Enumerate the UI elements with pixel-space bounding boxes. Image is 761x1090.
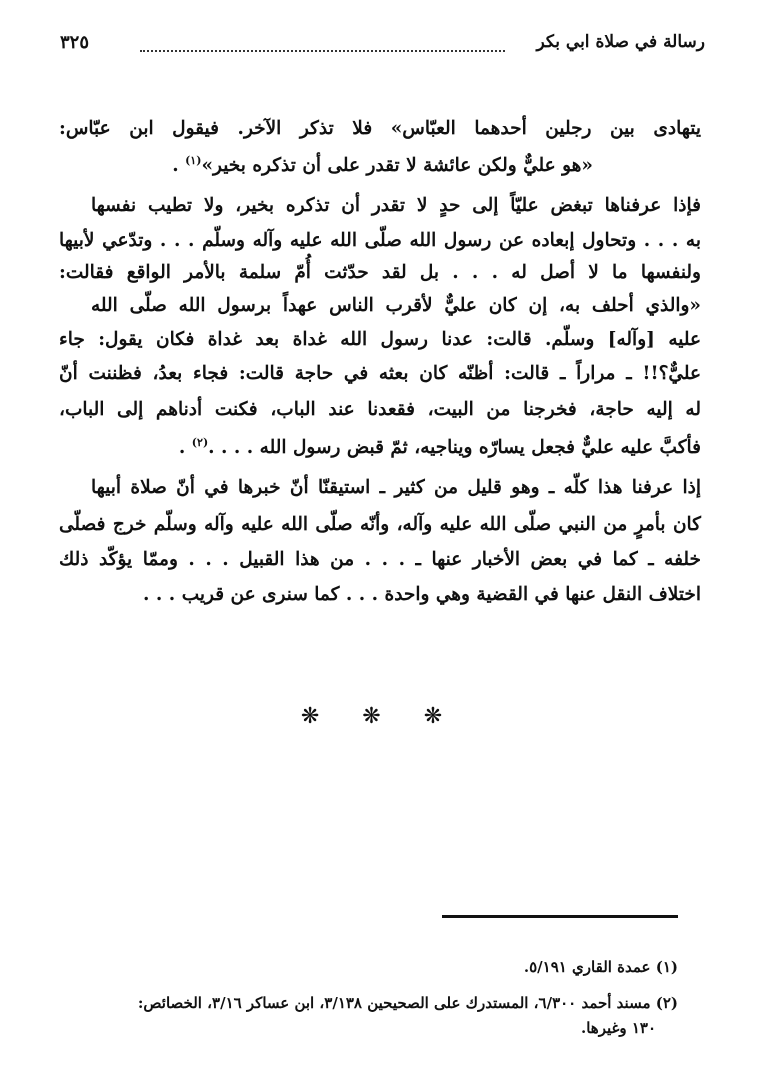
text-line: له إليه حاجة، فخرجنا من البيت، فقعدنا عند الباب، فكنت أدناهم إلى الباب، (59, 399, 701, 420)
text-line: يتهادى بين رجلين أحدهما العبّاس» فلا تذكر الآخر. فيقول ابن عبّاس: (59, 118, 701, 139)
footnote-2: (٢) مسند أحمد ٦/٣٠٠، المستدرك على الصحيحين ٣/١٣٨، ابن عساكر ٣/١٦، الخصائص: (137, 994, 678, 1012)
footnote-2-continuation: ١٣٠ وغيرها. (581, 1019, 656, 1037)
text-line: فإذا عرفناها تبغض عليّاً إلى حدٍ لا تقدر أن تذكره بخير، ولا تطيب نفسها (91, 195, 701, 216)
footnote-1: (١) عمدة القاري ٥/١٩١. (523, 958, 678, 976)
quote-text: «هو عليٌّ ولكن عائشة لا تقدر على أن تذكره بخير» (201, 155, 593, 177)
text-line: عليٌّ؟!! ـ مراراً ـ قالت: أظنّه كان بعثه في حاجة قالت: فجاء بعدُ، فظننت أنّ (59, 363, 701, 384)
text-line: إذا عرفنا هذا كلّه ـ وهو قليل من كثير ـ استيقنّا أنّ خبرها في أنّ صلاة أبيها (91, 477, 701, 498)
text-line: «والذي أحلف به، إن كان عليٌّ لأقرب الناس عهداً برسول الله صلّى الله (91, 295, 701, 316)
text-line: به . . . وتحاول إبعاده عن رسول الله صلّى الله عليه وآله وسلّم . . . وتدّعي لأبيها (59, 230, 701, 251)
header-leader-dots (140, 36, 505, 52)
text-line: «هو عليٌّ ولكن عائشة لا تقدر على أن تذكره بخير»$^{(١)}$ . (172, 154, 593, 177)
text-line: كان بأمرٍ من النبي صلّى الله عليه وآله، وأنّه صلّى الله عليه وآله وسلّم خرج فصلّى (59, 514, 701, 535)
footnote-rule (442, 915, 678, 918)
header-title: رسالة في صلاة ابي بكر (536, 32, 705, 52)
text-line: عليه [وآله] وسلّم. قالت: عدنا رسول الله غداة بعد غداة فكان يقول: جاء (59, 329, 701, 350)
text-line: فأكبَّ عليه عليٌّ فجعل يسارّه ويناجيه، ثمّ قبض رسول الله . . . .$^{(٢)}$ . (178, 436, 701, 459)
text-line: ولنفسها ما لا أصل له . . . بل لقد حدّثت أُمّ سلمة بالأمر الواقع فقالت: (59, 262, 701, 283)
quote-text: فأكبَّ عليه عليٌّ فجعل يسارّه ويناجيه، ثمّ قبض رسول الله . . . . (208, 437, 701, 459)
section-divider-stars: ❋ ❋ ❋ (300, 704, 461, 729)
running-header (60, 32, 705, 62)
footnote-ref: (٢) (191, 436, 209, 449)
text-line: اختلاف النقل عنها في القضية وهي واحدة . . . كما سنرى عن قريب . . . (143, 584, 701, 605)
footnote-ref: (١) (185, 154, 202, 167)
page-number: ٣٢٥ (60, 32, 90, 53)
text-line: خلفه ـ كما في بعض الأخبار عنها ـ . . . من هذا القبيل . . . وممّا يؤكّد ذلك (59, 549, 701, 570)
